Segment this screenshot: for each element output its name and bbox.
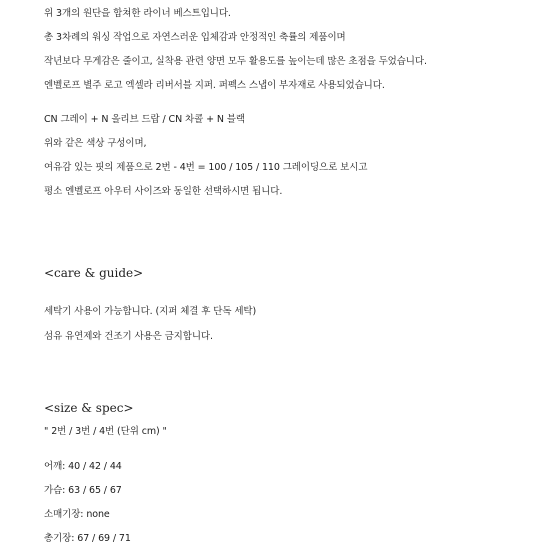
description-line-4: 엔벨로프 별주 로고 엑셀라 리버서블 지퍼. 퍼펙스 스냅이 부자재로 사용되었습니다. xyxy=(44,80,385,91)
description-line-2: 총 3차례의 워싱 작업으로 자연스러운 입체감과 안정적인 축률의 제품이며 xyxy=(44,32,346,43)
care-line-2: 섬유 유연제와 건조기 사용은 금지합니다. xyxy=(44,331,213,342)
size-sleeve: 소매기장: none xyxy=(44,509,110,520)
care-line-1: 세탁기 사용이 가능합니다. (지퍼 체결 후 단독 세탁) xyxy=(44,306,257,317)
color-note: 위와 같은 색상 구성이며, xyxy=(44,138,147,149)
description-line-1: 위 3개의 원단을 합쳐한 라이너 베스트입니다. xyxy=(44,8,231,19)
care-heading: <care & guide> xyxy=(44,266,144,280)
size-shoulder: 어깨: 40 / 42 / 44 xyxy=(44,461,122,472)
color-options: CN 그레이 + N 올리브 드랍 / CN 차콜 + N 블랙 xyxy=(44,114,245,125)
description-line-3: 작년보다 무게감은 줄이고, 실착용 관련 양면 모두 활용도를 높이는데 많은 초점을 두었습니다. xyxy=(44,56,427,67)
fit-grading: 여유감 있는 핏의 제품으로 2번 - 4번 = 100 / 105 / 110 그레이딩으로 보시고 xyxy=(44,162,368,173)
size-units: " 2번 / 3번 / 4번 (단위 cm) " xyxy=(44,426,167,437)
size-length: 총기장: 67 / 69 / 71 xyxy=(44,533,131,544)
size-chest: 가슴: 63 / 65 / 67 xyxy=(44,485,122,496)
size-heading: <size & spec> xyxy=(44,401,134,415)
size-advice: 평소 엔벨로프 아우터 사이즈와 동일한 선택하시면 됩니다. xyxy=(44,186,283,197)
